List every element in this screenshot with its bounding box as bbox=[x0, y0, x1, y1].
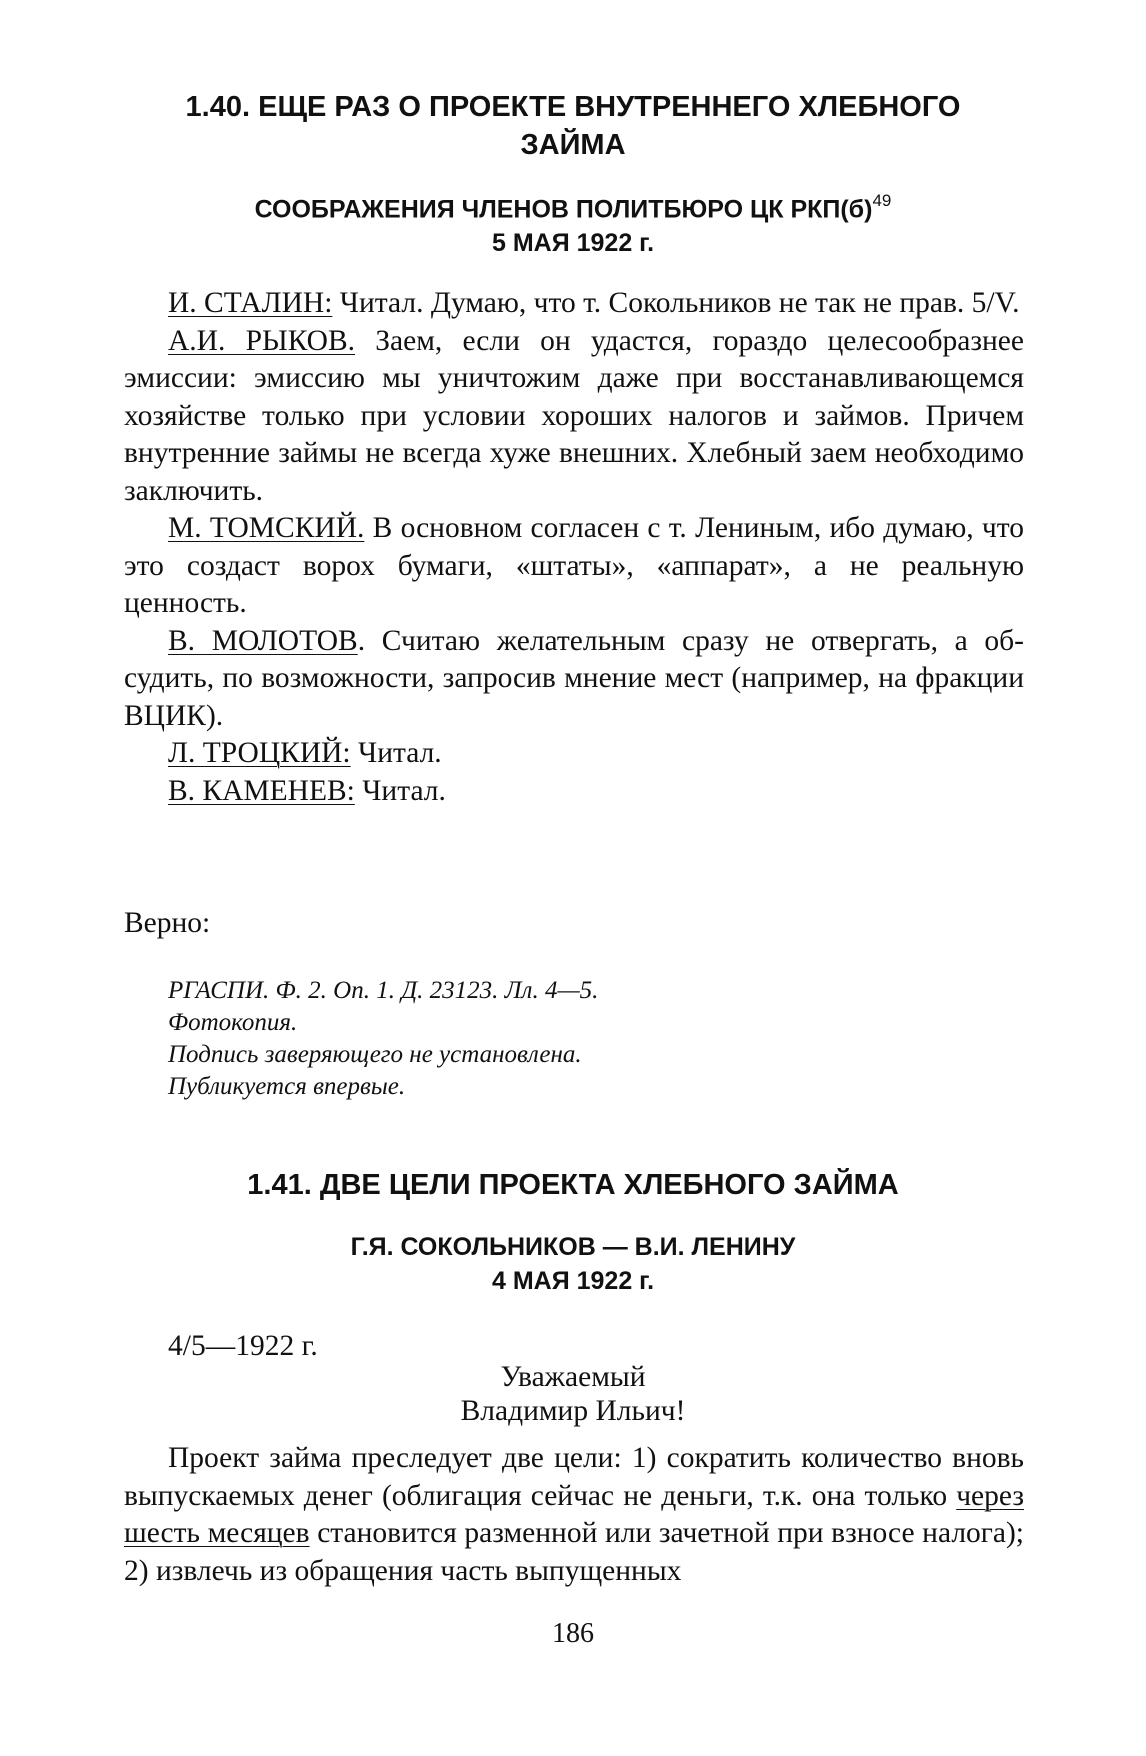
footnote-marker: 49 bbox=[872, 191, 892, 210]
section1-subtitle-text: СООБРАЖЕНИЯ ЧЛЕНОВ ПОЛИТБЮРО ЦК РКП(б) bbox=[254, 195, 873, 224]
source-line: Публикуется впервые. bbox=[168, 1073, 406, 1100]
statement-name: М. ТОМСКИЙ. bbox=[168, 512, 365, 544]
letter-paragraph bbox=[124, 1440, 1024, 1590]
letter-greeting bbox=[0, 1360, 1146, 1428]
section1-date: 5 МАЯ 1922 г. bbox=[491, 229, 655, 258]
statement-text: Читал. bbox=[350, 737, 442, 769]
verified-note: Верно: bbox=[124, 907, 211, 939]
section1-subtitle bbox=[0, 186, 1146, 226]
statement-text: . Считаю желательным сразу не отвергать, а обсудить, по возможности, запросив мнение мест (например, на фракции ВЦИК). bbox=[124, 624, 1024, 732]
page-number: 186 bbox=[552, 1618, 594, 1649]
statements-body bbox=[124, 285, 1024, 810]
section2-header bbox=[0, 1166, 1146, 1298]
section1-title-line1: 1.40. ЕЩЕ РАЗ О ПРОЕКТЕ ВНУТРЕННЕГО ХЛЕБНОГО bbox=[185, 91, 961, 123]
statement-kamenev bbox=[124, 773, 1024, 811]
statement-tomsky bbox=[124, 510, 1024, 623]
letter-text: становится разменной или зачетной при взносе налога); 2) извлечь из обращения часть выпущенных bbox=[124, 1517, 1024, 1587]
section2-subtitle: Г.Я. СОКОЛЬНИКОВ — В.И. ЛЕНИНУ bbox=[350, 1233, 796, 1261]
section1-header bbox=[0, 88, 1146, 260]
section1-title-line2: ЗАЙМА bbox=[520, 129, 626, 161]
letter-date: 4/5—1922 г. bbox=[168, 1330, 318, 1362]
section2-date: 4 МАЯ 1922 г. bbox=[491, 1267, 655, 1295]
source-line: Фотокопия. bbox=[168, 1009, 298, 1036]
statement-text: Заем, если он удастся, гораздо целесообразнее эмиссии: эмиссию мы уничтожим даже при восстанавливающемся хозяйстве только при условии хороших налогов и займов. Причем внутренние займы не всегда хуже внешних. Хлебный заем необходимо заключить. bbox=[124, 324, 1024, 507]
section2-title: 1.41. ДВЕ ЦЕЛИ ПРОЕКТА ХЛЕБНОГО ЗАЙМА bbox=[247, 1169, 899, 1201]
archive-source bbox=[168, 975, 988, 1103]
statement-trotsky bbox=[124, 735, 1024, 773]
statement-name: В. МОЛОТОВ bbox=[168, 624, 358, 657]
source-line: РГАСПИ. Ф. 2. Оп. 1. Д. 23123. Лл. 4—5. bbox=[168, 977, 599, 1004]
statement-text: В основном согласен с т. Лениным, ибо думаю, что это создаст ворох бумаги, «штаты», «аппарат», а не реальную ценность. bbox=[124, 512, 1024, 619]
statement-text: Читал. Думаю, что т. Сокольников не так не прав. 5/V. bbox=[332, 287, 1020, 319]
statement-name: В. КАМЕНЕВ: bbox=[168, 774, 355, 807]
letter-text: Проект займа преследует две цели: 1) сократить количество вновь выпускаемых денег (облигация сейчас не деньги, т.к. она только bbox=[124, 1442, 1024, 1512]
statement-name: А.И. РЫКОВ. bbox=[168, 324, 356, 357]
statement-name: Л. ТРОЦКИЙ: bbox=[168, 737, 351, 769]
statement-rykov bbox=[124, 323, 1024, 511]
letter-underlined-text: через шесть месяцев bbox=[124, 1479, 1024, 1549]
letter-body bbox=[124, 1440, 1024, 1590]
statement-stalin bbox=[124, 285, 1024, 323]
statement-molotov bbox=[124, 623, 1024, 736]
source-line: Подпись заверяющего не установлена. bbox=[168, 1041, 582, 1068]
statement-text: Читал. bbox=[354, 774, 446, 807]
greeting-line: Владимир Ильич! bbox=[460, 1395, 686, 1427]
greeting-line: Уважаемый bbox=[500, 1361, 646, 1393]
statement-name: И. СТАЛИН: bbox=[168, 287, 333, 319]
